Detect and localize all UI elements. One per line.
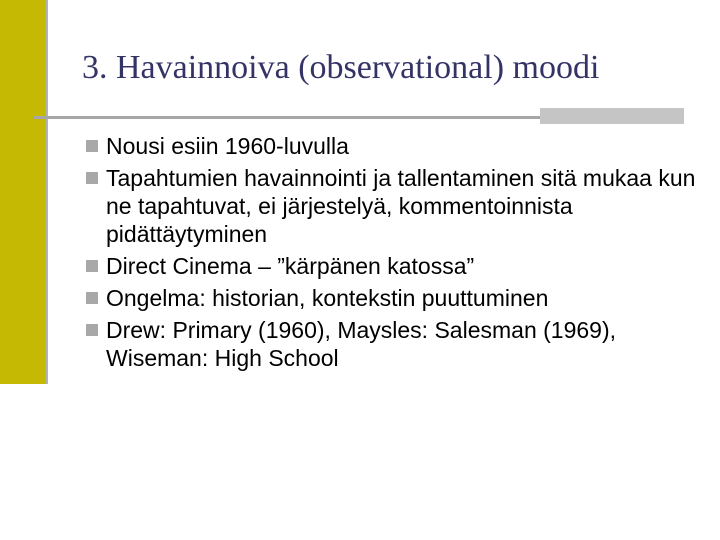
left-accent-bar — [0, 0, 46, 384]
bullet-text: Nousi esiin 1960-luvulla — [106, 133, 349, 159]
bullet-item — [86, 252, 706, 280]
bullet-text: Drew: Primary (1960), Maysles: Salesman (1969), Wiseman: High School — [106, 317, 616, 371]
bullet-text: Ongelma: historian, kontekstin puuttuminen — [106, 285, 549, 311]
square-bullet-icon — [86, 140, 98, 152]
bullet-list — [86, 132, 706, 376]
square-bullet-icon — [86, 324, 98, 336]
bullet-item — [86, 132, 706, 160]
left-accent-line — [46, 0, 48, 384]
bullet-item — [86, 284, 706, 312]
square-bullet-icon — [86, 172, 98, 184]
bullet-item — [86, 164, 706, 248]
bullet-text: Direct Cinema – ”kärpänen katossa” — [106, 253, 475, 279]
square-bullet-icon — [86, 260, 98, 272]
slide-title: 3. Havainnoiva (observational) moodi — [82, 49, 600, 86]
bullet-item — [86, 316, 706, 372]
bullet-text: Tapahtumien havainnointi ja tallentaminen sitä mukaa kun ne tapahtuvat, ei järjestelyä, kommentoinnista pidättäytyminen — [106, 165, 696, 247]
square-bullet-icon — [86, 292, 98, 304]
title-underline-block — [540, 108, 684, 124]
